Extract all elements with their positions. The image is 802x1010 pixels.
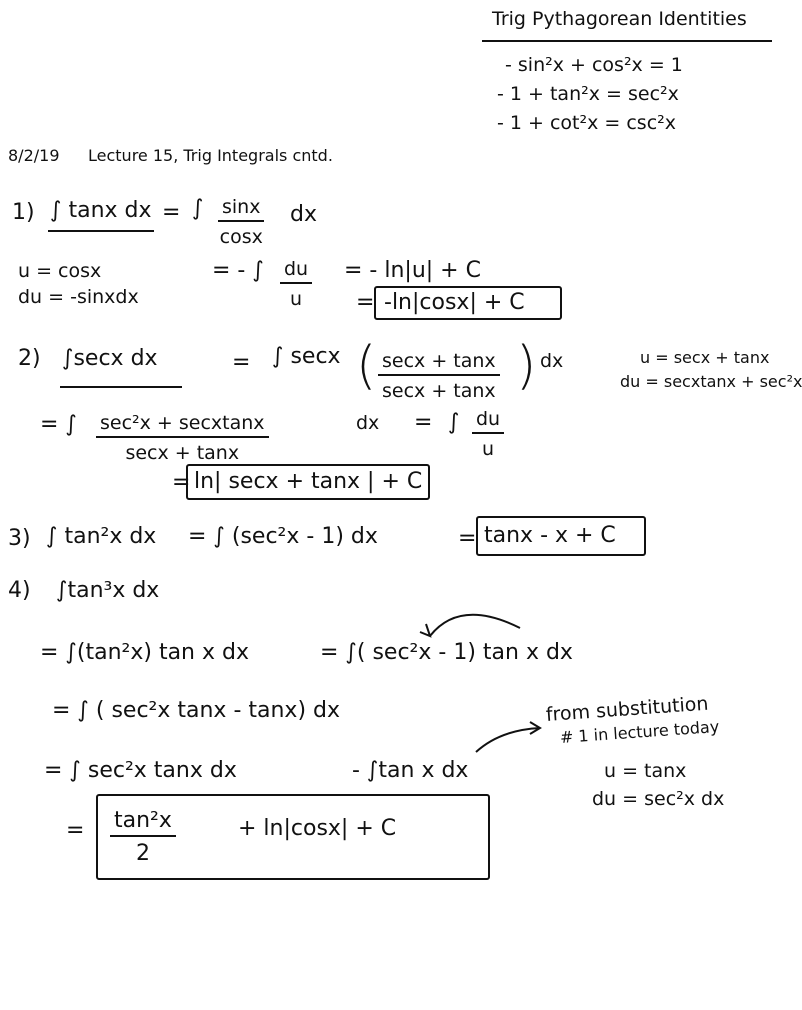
identities-title: Trig Pythagorean Identities [492,8,747,30]
problem-4-line1: = ∫(tan²x) tan x dx [40,640,249,665]
problem-1-sub-u: u = cosx [18,260,102,282]
problem-1-step2-prefix: = - ∫ [212,258,264,283]
problem-1-fraction-den: cosx [219,226,263,248]
problem-4-line2: = ∫ ( sec²x tanx - tanx) dx [52,698,341,723]
problem-1-sub-du: du = -sinxdx [18,286,139,308]
problem-2-dx: dx [540,350,564,372]
lecture-date: 8/2/19 [8,146,60,165]
problem-4-answer-num: tan²x [110,808,176,837]
lecture-title: Lecture 15, Trig Integrals cntd. [88,146,333,165]
problem-4-note-u: u = tanx [604,760,687,782]
problem-2-answer-eq: = [172,470,191,495]
problem-4-lhs: ∫tan³x dx [56,578,160,603]
problem-2-eq: = [232,350,251,375]
problem-4-answer-den: 2 [135,841,150,866]
problem-2-sub-u: u = secx + tanx [640,348,770,367]
problem-2-fraction-den: secx + tanx [382,380,496,402]
problem-4-line3-b: - ∫tan x dx [352,758,469,783]
problem-4-note-du: du = sec²x dx [592,788,725,810]
problem-4-line1-rhs: = ∫( sec²x - 1) tan x dx [320,640,573,665]
problem-1-step2-den: u [290,288,303,310]
problem-2-line2-prefix: = ∫ [40,412,77,437]
problem-4-note-line2: # 1 in lecture today [559,716,720,747]
problem-1-step2-num: du [280,258,312,284]
problem-2-line2-eq: = [414,410,433,435]
problem-2-line2-dx: dx [356,412,380,434]
problem-2-number: 2) [18,346,41,371]
problem-1-number: 1) [12,200,35,225]
problem-1-lhs: ∫ tanx dx [50,198,152,223]
identity-3: - 1 + cot²x = csc²x [497,112,677,134]
problem-1-dx: dx [290,202,317,227]
problem-4-number: 4) [8,578,31,603]
problem-2-lhs: ∫secx dx [62,346,158,371]
problem-3-number: 3) [8,526,31,551]
problem-2-line2-du: du [472,408,504,434]
problem-2-answer: ln| secx + tanx | + C [194,469,423,494]
problem-4-line3: = ∫ sec²x tanx dx [44,758,237,783]
substitution-arrowhead [420,624,430,636]
problem-2-fraction-num: secx + tanx [378,350,500,376]
note-pointer-arrow [476,728,540,752]
problem-1-answer: -ln|cosx| + C [384,290,525,315]
problem-2-line2-den: secx + tanx [125,442,240,464]
problem-3-answer: tanx - x + C [484,523,616,548]
problem-4-note-line1: from substitution [545,692,710,726]
problem-1-step2-result: = - ln|u| + C [344,258,481,283]
identity-1: - sin²x + cos²x = 1 [505,54,683,76]
problem-2-int-secx: ∫ secx [272,344,341,369]
problem-3-lhs: ∫ tan²x dx [46,524,157,549]
problem-2-line2-int: ∫ [448,410,460,435]
problem-4-answer-eq: = [66,818,85,843]
problem-1-fraction-num: sinx [218,196,264,222]
problem-3-answer-eq: = [458,526,477,551]
problem-1-integral: ∫ [192,196,204,221]
problem-2-line2-num: sec²x + secxtanx [96,412,269,438]
problem-1-eq: = [162,200,181,225]
problem-4-answer-rest: + ln|cosx| + C [238,816,397,841]
identity-2: - 1 + tan²x = sec²x [497,83,679,105]
problem-3-mid: = ∫ (sec²x - 1) dx [188,524,378,549]
problem-2-left-paren: ( [356,336,377,396]
problem-2-sub-du: du = secxtanx + sec²x [620,372,802,391]
problem-2-right-paren: ) [516,336,537,396]
substitution-curved-arrow [430,615,520,636]
problem-1-answer-eq: = [356,290,375,315]
problem-2-line2-u: u [482,438,495,460]
